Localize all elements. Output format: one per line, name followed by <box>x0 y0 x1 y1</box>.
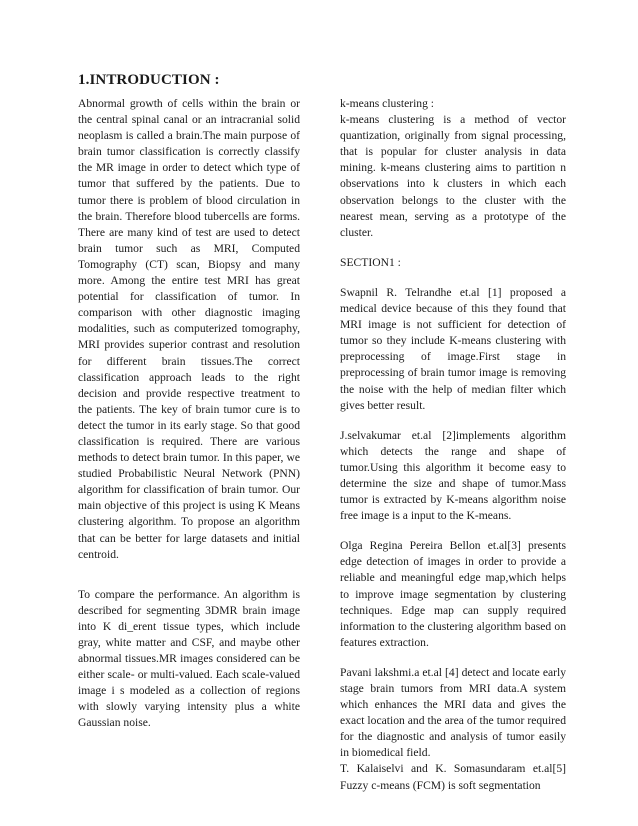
right-column <box>340 96 566 808</box>
reference-paragraph-1: Swapnil R. Telrandhe et.al [1] proposed a medical device because of this they found that MRI image is not sufficient for detection of tumor so they include K-means clustering with preprocessing of image.First stage in preprocessing of brain tumor image is removing the noise with the help of median filter which gives better result. <box>340 285 566 412</box>
left-column <box>78 96 300 746</box>
comparison-paragraph: To compare the performance. An algorithm is described for segmenting 3DMR brain image into K di_erent tissue types, which include gray, white matter and CSF, and maybe other abnormal tissues.MR images considered can be either scale- or multi-valued. Each scale-valued image i s modeled as a collection of regions with slowly varying intensity plus a white Gaussian noise. <box>78 587 300 730</box>
reference-paragraph-3: Olga Regina Pereira Bellon et.al[3] presents edge detection of images in order to provide a reliable and meaningful edge map,which helps to improve image segmentation by clustering techniques. Edge map can supply required information to the clustering algorithm based on features extraction. <box>340 539 566 649</box>
section-label: SECTION1 : <box>340 255 401 269</box>
reference-paragraph-5: T. Kalaiselvi and K. Somasundaram et.al[5] Fuzzy c-means (FCM) is soft segmentation <box>340 762 566 792</box>
reference-paragraph-2: J.selvakumar et.al [2]implements algorithm which detects the range and shape of tumor.Using this algorithm it become easy to determine the size and shape of tumor.Mass tumor is extracted by K-means algorithm noise free image is a input to the K-means. <box>340 428 566 523</box>
reference-paragraph-4: Pavani lakshmi.a et.al [4] detect and locate early stage brain tumors from MRI data.A system which enhances the MRI data and gives the exact location and the area of the tumor required for the diagnostic and analysis of tumor easily in biomedical field. <box>340 665 566 760</box>
intro-paragraph: Abnormal growth of cells within the brain or the central spinal canal or an intracranial solid neoplasm is called a brain.The main purpose of brain tumor classification is correctly classify the MR image in order to detect which type of tumor that suffered by the patients. Due to tumor there is problem of blood circulation in the brain. Therefore blood tubercells are forms. There are many kind of test are used to detect brain tumor such as MRI, Computed Tomography (CT) scan, Biopsy and many more. Among the entire test MRI has great potential for classification of tumor. In comparison with other diagnostic imaging modalities, such as computerized tomography, MRI provides superior contrast and resolution for different brain tissues.The correct classification approach leads to the right decision and provide respective treatment to the patients. The key of brain tumor cure is to detect the tumor in its early stage. So that good classification is required. There are various methods to detect brain tumor. In this paper, we studied Probabilistic Neural Network (PNN) algorithm for classification of brain tumor. Our main objective of this project is using K Means clustering algorithm. To propose an algorithm that can be better for large datasets and initial centroid. <box>78 97 300 561</box>
section-heading: 1.INTRODUCTION : <box>78 72 220 88</box>
kmeans-title: k-means clustering : <box>340 97 435 110</box>
kmeans-paragraph: k-means clustering is a method of vector quantization, originally from signal processing, that is popular for cluster analysis in data mining. k-means clustering aims to partition n observations into k clusters in which each observation belongs to the cluster with the nearest mean, serving as a prototype of the cluster. <box>340 113 566 239</box>
